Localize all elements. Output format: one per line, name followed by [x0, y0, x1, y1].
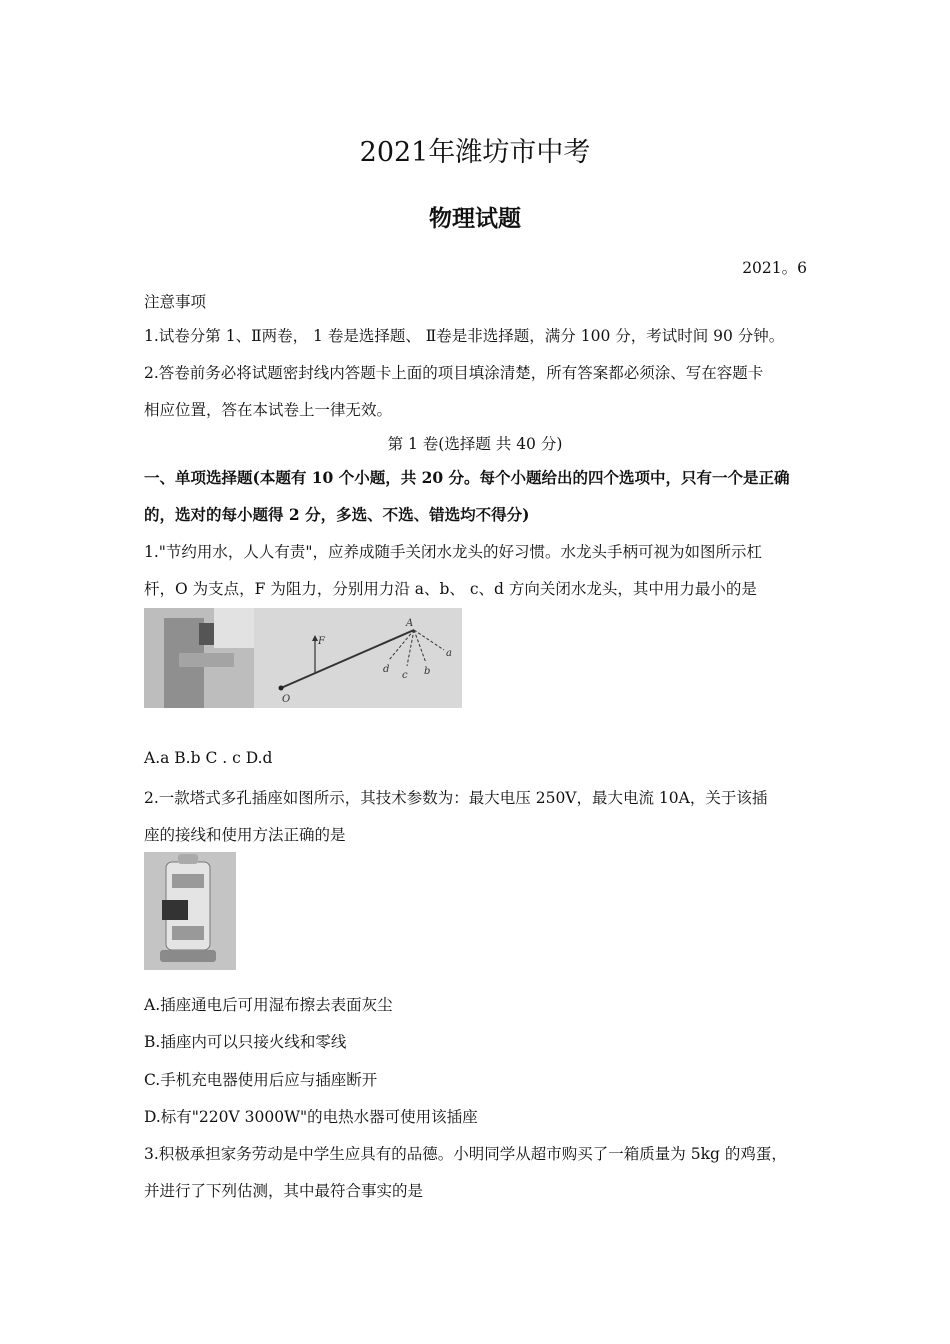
power-strip-photo [144, 852, 236, 970]
label-f: F [318, 636, 325, 647]
notice-item-2-line-2: 相应位置，答在本试卷上一律无效。 [144, 401, 393, 419]
faucet-lever-figure [144, 608, 462, 708]
label-a-point: A [406, 618, 414, 629]
label-b: b [424, 666, 431, 677]
section-title: 第 1 卷(选择题 共 40 分) [387, 435, 563, 453]
exam-date: 2021。6 [742, 259, 807, 277]
section-instructions-line-1: 一、单项选择题(本题有 10 个小题，共 20 分。每个小题给出的四个选项中，只有一个是正确 [144, 468, 790, 487]
question-2-option-b: B.插座内可以只接火线和零线 [144, 1033, 347, 1051]
power-strip-svg [144, 852, 236, 970]
question-1-options: A.a B.b C . c D.d [144, 749, 273, 767]
label-a: a [446, 648, 452, 659]
fulcrum-point [279, 686, 284, 691]
question-1-line-2: 杆，O 为支点，F 为阻力，分别用力沿 a、b、 c、d 方向关闭水龙头，其中用力最小的是 [144, 580, 757, 598]
faucet-background [214, 608, 254, 648]
label-o: O [282, 694, 291, 705]
notice-item-1: 1.试卷分第 1、Ⅱ两卷， 1 卷是选择题、 Ⅱ卷是非选择题，满分 100 分，考试时间 90 分钟。 [144, 327, 785, 345]
faucet-lever-svg [144, 608, 462, 708]
question-2-option-c: C.手机充电器使用后应与插座断开 [144, 1071, 378, 1089]
question-2-option-a: A.插座通电后可用湿布擦去表面灰尘 [144, 996, 393, 1014]
question-2-line-2: 座的接线和使用方法正确的是 [144, 826, 346, 844]
question-2-option-d: D.标有"220V 3000W"的电热水器可使用该插座 [144, 1108, 478, 1126]
page-subtitle: 物理试题 [429, 205, 521, 232]
lever-diagram-background [254, 608, 462, 708]
question-2-line-1: 2.一款塔式多孔插座如图所示，其技术参数为：最大电压 250V，最大电流 10A，关于该插 [144, 789, 768, 807]
outlet-top [172, 874, 204, 888]
label-c: c [402, 670, 408, 681]
question-1-line-1: 1."节约用水，人人有责"，应养成随手关闭水龙头的好习惯。水龙头手柄可视为如图所示杠 [144, 543, 763, 561]
faucet-spout [179, 653, 234, 667]
page-title: 2021年潍坊市中考 [359, 137, 591, 168]
tower-cap [178, 854, 198, 864]
notice-heading: 注意事项 [144, 293, 207, 311]
outlet-bottom [172, 926, 204, 940]
label-d: d [383, 664, 390, 675]
section-instructions-line-2: 的，选对的每小题得 2 分，多选、不选、错选均不得分) [144, 505, 530, 524]
notice-item-2-line-1: 2.答卷前务必将试题密封线内答题卡上面的项目填涂清楚，所有答案都必须涂、写在容题卡 [144, 364, 764, 382]
tower-base [160, 950, 216, 962]
question-3-line-2: 并进行了下列估测，其中最符合事实的是 [144, 1182, 424, 1200]
charger-plug [162, 900, 188, 920]
question-3-line-1: 3.积极承担家务劳动是中学生应具有的品德。小明同学从超市购买了一箱质量为 5kg 的鸡蛋， [144, 1145, 787, 1163]
